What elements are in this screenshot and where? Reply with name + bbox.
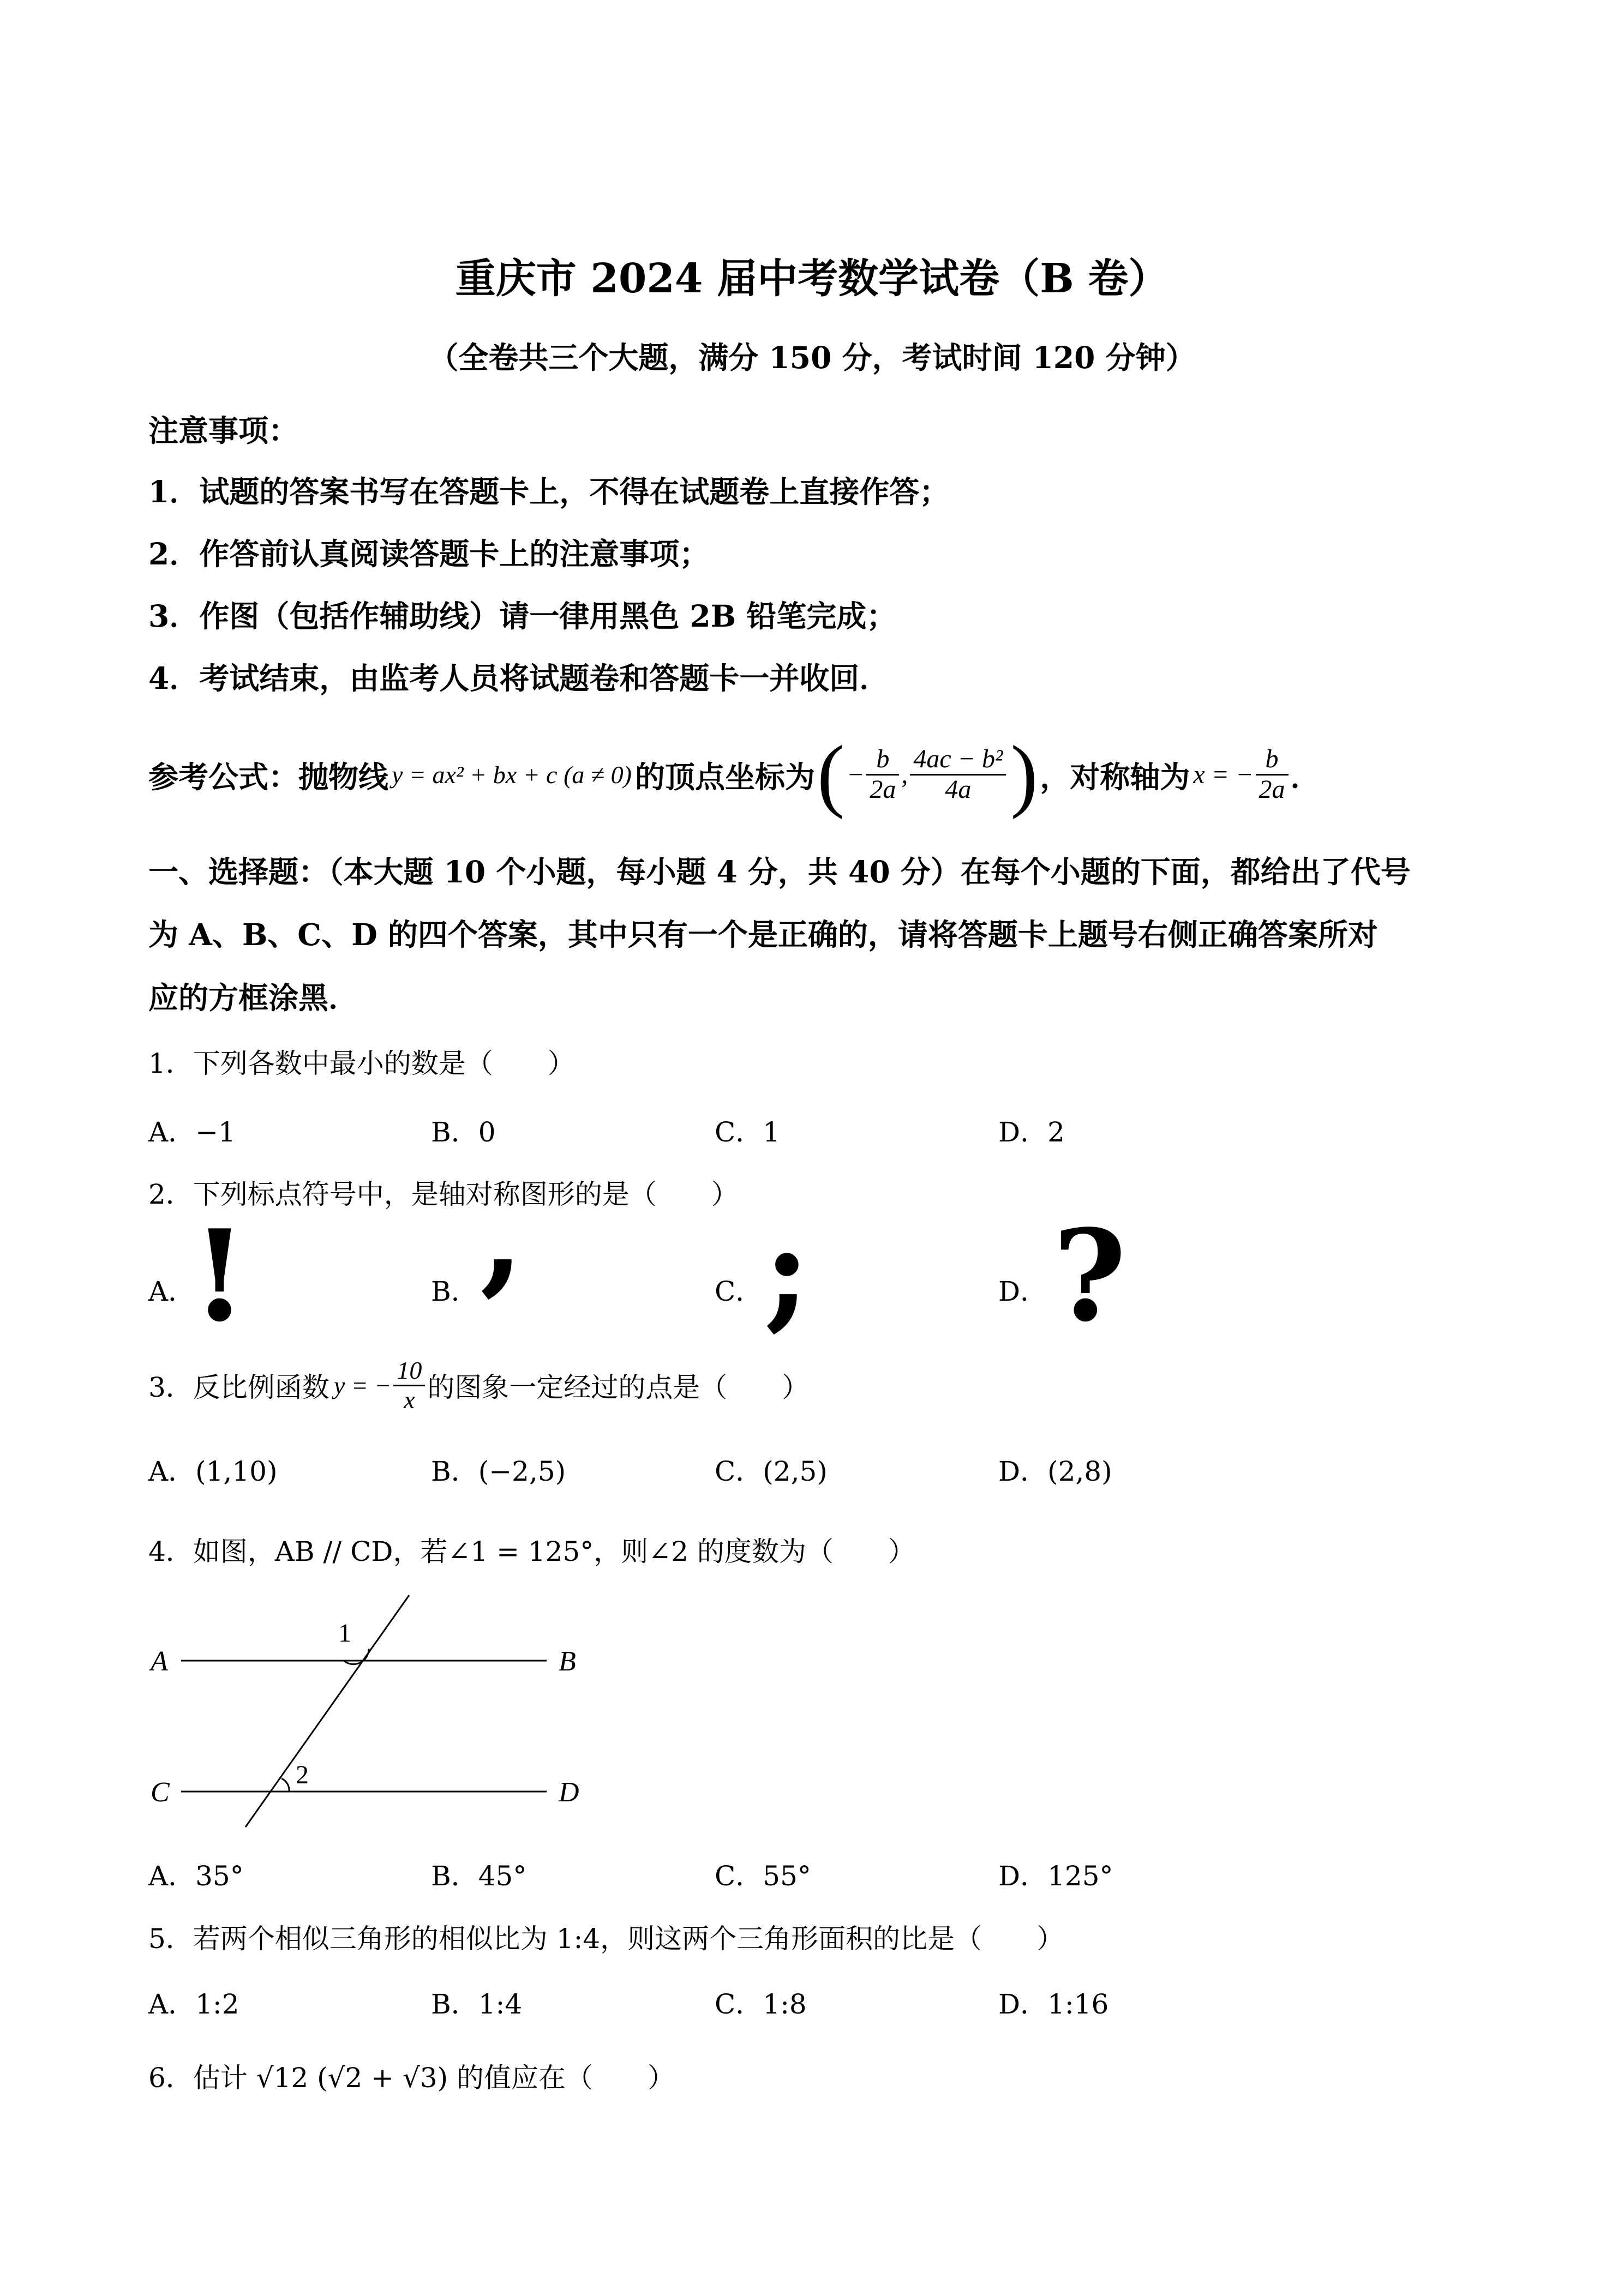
q6-stem: 6．估计 √12 (√2 + √3) 的值应在（ ） bbox=[148, 2062, 675, 2094]
q1-option-b: B．0 bbox=[431, 1116, 496, 1148]
q2-option-a: A． bbox=[148, 1276, 196, 1307]
axis-num: b bbox=[1256, 745, 1289, 776]
q3-frac-den: x bbox=[404, 1385, 415, 1414]
q1-option-a: A．−1 bbox=[148, 1116, 236, 1148]
label-d: D bbox=[559, 1777, 579, 1808]
vertex-x-fraction bbox=[866, 745, 899, 804]
angle-1-label: 1 bbox=[338, 1619, 351, 1648]
q3-option-d: D．(2,8) bbox=[998, 1456, 1112, 1487]
q1-option-d: D．2 bbox=[998, 1116, 1065, 1148]
formula-end: ． bbox=[1290, 759, 1321, 795]
q3-stem-pre: 3．反比例函数 bbox=[148, 1372, 329, 1403]
note-item-1: 1．试题的答案书写在答题卡上，不得在试题卷上直接作答； bbox=[148, 474, 950, 509]
comma-glyph: , bbox=[480, 1162, 524, 1309]
q5-option-c: C．1:8 bbox=[715, 1988, 807, 2020]
note-item-2: 2．作答前认真阅读答题卡上的注意事项； bbox=[148, 536, 710, 572]
comma: , bbox=[901, 760, 908, 789]
exclamation-glyph: ! bbox=[192, 1203, 247, 1350]
q2-option-c: C． bbox=[715, 1276, 763, 1307]
q3-option-b: B．(−2,5) bbox=[431, 1456, 566, 1487]
semicolon-glyph: ; bbox=[764, 1197, 810, 1344]
q3-stem bbox=[148, 1350, 809, 1421]
q4-option-b: B．45° bbox=[431, 1860, 527, 1892]
q3-option-c: C．(2,5) bbox=[715, 1456, 828, 1487]
label-c: C bbox=[151, 1777, 170, 1808]
formula-parabola: y = ax² + bx + c (a ≠ 0) bbox=[392, 760, 632, 789]
vertex-y-den: 4a bbox=[945, 774, 972, 804]
note-item-4: 4．考试结束，由监考人员将试题卷和答题卡一并收回． bbox=[148, 660, 890, 696]
axis-den: 2a bbox=[1259, 774, 1285, 804]
note-item-3: 3．作图（包括作辅助线）请一律用黑色 2B 铅笔完成； bbox=[148, 598, 897, 634]
q4-option-d: D．125° bbox=[998, 1860, 1113, 1892]
formula-label: 参考公式：抛物线 bbox=[148, 759, 389, 795]
q2-option-b: B． bbox=[431, 1276, 478, 1307]
q5-option-b: B．1:4 bbox=[431, 1988, 523, 2020]
minus-sign: − bbox=[846, 760, 865, 789]
vertex-x-den: 2a bbox=[870, 774, 896, 804]
q5-stem: 5．若两个相似三角形的相似比为 1:4，则这两个三角形面积的比是（ ） bbox=[148, 1923, 1064, 1955]
q3-option-a: A．(1,10) bbox=[148, 1456, 278, 1487]
axis-lhs: x = − bbox=[1193, 760, 1254, 789]
q3-fn: y = − bbox=[333, 1371, 392, 1399]
section1-line1: 一、选择题：（本大题 10 个小题，每小题 4 分，共 40 分）在每个小题的下面，都给出了代号 bbox=[148, 854, 1411, 889]
q4-option-c: C．55° bbox=[715, 1860, 811, 1892]
section1-line3: 应的方框涂黑． bbox=[148, 980, 359, 1015]
page-title: 重庆市 2024 届中考数学试卷（B 卷） bbox=[455, 255, 1169, 302]
notes-heading: 注意事项： bbox=[148, 413, 299, 448]
paren-left: ( bbox=[817, 729, 844, 820]
paren-right: ) bbox=[1010, 729, 1038, 820]
vertex-y-num: 4ac − b² bbox=[910, 745, 1006, 776]
q3-stem-post: 的图象一定经过的点是（ ） bbox=[427, 1372, 810, 1403]
label-b: B bbox=[559, 1646, 576, 1677]
question-glyph: ? bbox=[1053, 1203, 1126, 1350]
q1-option-c: C．1 bbox=[715, 1116, 781, 1148]
q3-fraction bbox=[393, 1357, 425, 1414]
q1-stem: 1．下列各数中最小的数是（ ） bbox=[148, 1048, 575, 1079]
q2-option-d: D． bbox=[998, 1276, 1048, 1307]
formula-mid: 的顶点坐标为 bbox=[634, 759, 815, 795]
reference-formula bbox=[148, 729, 1321, 820]
q3-frac-num: 10 bbox=[393, 1357, 425, 1386]
vertex-x-num: b bbox=[866, 745, 899, 776]
axis-label: ，对称轴为 bbox=[1040, 759, 1190, 795]
parallel-lines-figure bbox=[143, 1584, 612, 1835]
axis-fraction bbox=[1256, 745, 1289, 804]
vertex-y-fraction bbox=[910, 745, 1006, 804]
angle-2-arc bbox=[281, 1778, 289, 1792]
q5-option-d: D．1:16 bbox=[998, 1988, 1109, 2020]
q4-option-a: A．35° bbox=[148, 1860, 244, 1892]
q2-stem: 2．下列标点符号中，是轴对称图形的是（ ） bbox=[148, 1179, 739, 1210]
section1-line2: 为 A、B、C、D 的四个答案，其中只有一个是正确的，请将答题卡上题号右侧正确答案所对 bbox=[148, 917, 1378, 952]
angle-2-label: 2 bbox=[296, 1760, 309, 1789]
q5-option-a: A．1:2 bbox=[148, 1988, 239, 2020]
page-subtitle: （全卷共三个大题，满分 150 分，考试时间 120 分钟） bbox=[428, 340, 1196, 375]
q4-stem: 4．如图，AB // CD，若∠1 = 125°，则∠2 的度数为（ ） bbox=[148, 1536, 915, 1567]
label-a: A bbox=[151, 1646, 168, 1677]
